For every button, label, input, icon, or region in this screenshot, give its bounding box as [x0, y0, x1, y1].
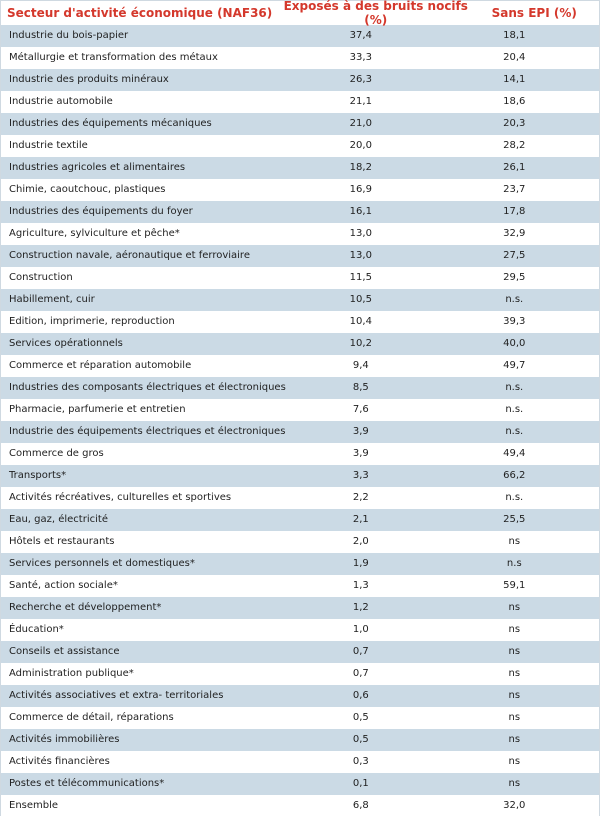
cell-exposes: 2,1: [352, 514, 369, 525]
table-row: [1, 465, 599, 487]
cell-sans-epi: 20,4: [503, 52, 526, 63]
table-row: [1, 311, 599, 333]
cell-sans-epi: 59,1: [503, 580, 526, 591]
cell-sans-epi: n.s.: [505, 294, 524, 305]
table-row: [1, 377, 599, 399]
table-row: [1, 443, 599, 465]
cell-sector: Recherche et développement*: [9, 602, 162, 613]
header-sector: Secteur d'activité économique (NAF36): [7, 6, 273, 20]
cell-exposes: 3,3: [352, 470, 369, 481]
cell-sans-epi: ns: [508, 712, 521, 723]
cell-exposes: 0,3: [352, 756, 369, 767]
table-row: [1, 135, 599, 157]
cell-exposes: 2,2: [352, 492, 369, 503]
cell-sans-epi: ns: [508, 756, 521, 767]
table-row: [1, 113, 599, 135]
table-row: [1, 223, 599, 245]
cell-sans-epi: 32,9: [503, 228, 526, 239]
cell-sector: Industries des équipements du foyer: [9, 206, 193, 217]
table-row: [1, 685, 599, 707]
cell-sector: Activités immobilières: [9, 734, 120, 745]
cell-sector: Services opérationnels: [9, 338, 123, 349]
cell-sector: Construction navale, aéronautique et ferroviaire: [9, 250, 250, 261]
cell-exposes: 18,2: [349, 162, 372, 173]
table-row: [1, 729, 599, 751]
cell-exposes: 0,7: [352, 646, 369, 657]
cell-exposes: 1,9: [352, 558, 369, 569]
cell-sans-epi: ns: [508, 624, 521, 635]
table-row: [1, 509, 599, 531]
cell-exposes: 11,5: [349, 272, 372, 283]
cell-exposes: 2,0: [352, 536, 369, 547]
cell-sans-epi: ns: [508, 734, 521, 745]
cell-exposes: 1,0: [352, 624, 369, 635]
cell-sans-epi: 66,2: [503, 470, 526, 481]
cell-sector: Conseils et assistance: [9, 646, 120, 657]
table-row: [1, 69, 599, 91]
cell-sans-epi: 26,1: [503, 162, 526, 173]
table-row: [1, 421, 599, 443]
cell-sans-epi: 23,7: [503, 184, 526, 195]
table-row: [1, 47, 599, 69]
cell-sector: Edition, imprimerie, reproduction: [9, 316, 175, 327]
cell-sector: Pharmacie, parfumerie et entretien: [9, 404, 186, 415]
cell-sans-epi: 20,3: [503, 118, 526, 129]
cell-exposes: 6,8: [352, 800, 369, 811]
cell-sans-epi: ns: [508, 536, 521, 547]
cell-sector: Industries des équipements mécaniques: [9, 118, 212, 129]
table-row: [1, 641, 599, 663]
cell-sector: Industrie textile: [9, 140, 88, 151]
cell-sans-epi: 14,1: [503, 74, 526, 85]
table-row: [1, 333, 599, 355]
cell-exposes: 16,1: [349, 206, 372, 217]
cell-exposes: 26,3: [349, 74, 372, 85]
cell-sector: Eau, gaz, électricité: [9, 514, 108, 525]
cell-exposes: 3,9: [352, 426, 369, 437]
cell-exposes: 8,5: [352, 382, 369, 393]
table-row: [1, 25, 599, 47]
cell-sans-epi: 27,5: [503, 250, 526, 261]
cell-sans-epi: 40,0: [503, 338, 526, 349]
cell-sans-epi: 18,6: [503, 96, 526, 107]
cell-sector: Ensemble: [9, 800, 59, 811]
cell-sans-epi: ns: [508, 602, 521, 613]
cell-exposes: 0,1: [352, 778, 369, 789]
cell-sector: Hôtels et restaurants: [9, 536, 115, 547]
cell-sector: Construction: [9, 272, 73, 283]
cell-exposes: 21,1: [349, 96, 372, 107]
table-row: [1, 289, 599, 311]
cell-sans-epi: 18,1: [503, 30, 526, 41]
cell-sans-epi: n.s.: [505, 426, 524, 437]
table-body: [1, 25, 599, 817]
cell-sector: Industrie du bois-papier: [9, 30, 129, 41]
cell-sector: Habillement, cuir: [9, 294, 95, 305]
cell-sector: Industrie automobile: [9, 96, 113, 107]
cell-exposes: 13,0: [349, 228, 372, 239]
cell-sans-epi: 49,4: [503, 448, 526, 459]
cell-sector: Industries des composants électriques et électroniques: [9, 382, 286, 393]
cell-sector: Administration publique*: [9, 668, 134, 679]
cell-sector: Transports*: [9, 470, 67, 481]
cell-exposes: 1,3: [352, 580, 369, 591]
cell-sans-epi: 49,7: [503, 360, 526, 371]
table-row: [1, 773, 599, 795]
cell-sans-epi: n.s.: [505, 382, 524, 393]
table-row: [1, 531, 599, 553]
cell-sector: Agriculture, sylviculture et pêche*: [9, 228, 180, 239]
cell-sans-epi: 29,5: [503, 272, 526, 283]
table-row: [1, 355, 599, 377]
cell-sans-epi: n.s.: [505, 492, 524, 503]
cell-exposes: 16,9: [349, 184, 372, 195]
table-row: [1, 267, 599, 289]
table-row: [1, 707, 599, 729]
table-header: [1, 1, 599, 25]
table-row: [1, 399, 599, 421]
cell-exposes: 10,5: [349, 294, 372, 305]
table-row: [1, 597, 599, 619]
cell-sector: Postes et télécommunications*: [9, 778, 165, 789]
cell-exposes: 1,2: [352, 602, 369, 613]
cell-exposes: 0,6: [352, 690, 369, 701]
cell-sans-epi: ns: [508, 778, 521, 789]
cell-sector: Industries agricoles et alimentaires: [9, 162, 186, 173]
cell-exposes: 7,6: [352, 404, 369, 415]
table-row: [1, 575, 599, 597]
cell-sans-epi: 28,2: [503, 140, 526, 151]
cell-sector: Activités associatives et extra- territoriales: [9, 690, 224, 701]
table-row: [1, 487, 599, 509]
cell-sans-epi: n.s.: [505, 404, 524, 415]
cell-exposes: 20,0: [349, 140, 372, 151]
table-row: [1, 751, 599, 773]
cell-sector: Éducation*: [9, 624, 64, 635]
cell-sans-epi: n.s: [506, 558, 522, 569]
table-row: [1, 553, 599, 575]
cell-sector: Commerce et réparation automobile: [9, 360, 192, 371]
cell-sans-epi: 32,0: [503, 800, 526, 811]
table-row: [1, 91, 599, 113]
cell-sector: Chimie, caoutchouc, plastiques: [9, 184, 166, 195]
cell-sans-epi: 17,8: [503, 206, 526, 217]
table-row: [1, 795, 599, 817]
cell-sector: Commerce de gros: [9, 448, 104, 459]
cell-exposes: 0,5: [352, 712, 369, 723]
cell-exposes: 10,2: [349, 338, 372, 349]
cell-exposes: 37,4: [349, 30, 372, 41]
cell-exposes: 10,4: [349, 316, 372, 327]
cell-sector: Commerce de détail, réparations: [9, 712, 174, 723]
cell-exposes: 0,5: [352, 734, 369, 745]
cell-exposes: 21,0: [349, 118, 372, 129]
table-row: [1, 201, 599, 223]
cell-exposes: 13,0: [349, 250, 372, 261]
cell-sector: Activités récréatives, culturelles et sportives: [9, 492, 232, 503]
table-row: [1, 157, 599, 179]
cell-sans-epi: ns: [508, 646, 521, 657]
cell-sans-epi: 39,3: [503, 316, 526, 327]
cell-exposes: 33,3: [349, 52, 372, 63]
table-row: [1, 245, 599, 267]
cell-sector: Activités financières: [9, 756, 110, 767]
cell-sans-epi: ns: [508, 690, 521, 701]
cell-exposes: 0,7: [352, 668, 369, 679]
header-exposes: Exposés à des bruits nocifs (%): [283, 0, 468, 27]
table-row: [1, 663, 599, 685]
cell-sector: Services personnels et domestiques*: [9, 558, 195, 569]
table-row: [1, 619, 599, 641]
cell-sector: Santé, action sociale*: [9, 580, 118, 591]
header-sans-epi: Sans EPI (%): [491, 6, 577, 20]
cell-sector: Métallurgie et transformation des métaux: [9, 52, 218, 63]
cell-exposes: 3,9: [352, 448, 369, 459]
cell-exposes: 9,4: [352, 360, 369, 371]
table-row: [1, 179, 599, 201]
cell-sector: Industrie des produits minéraux: [9, 74, 169, 85]
cell-sans-epi: ns: [508, 668, 521, 679]
cell-sans-epi: 25,5: [503, 514, 526, 525]
cell-sector: Industrie des équipements électriques et électroniques: [9, 426, 286, 437]
